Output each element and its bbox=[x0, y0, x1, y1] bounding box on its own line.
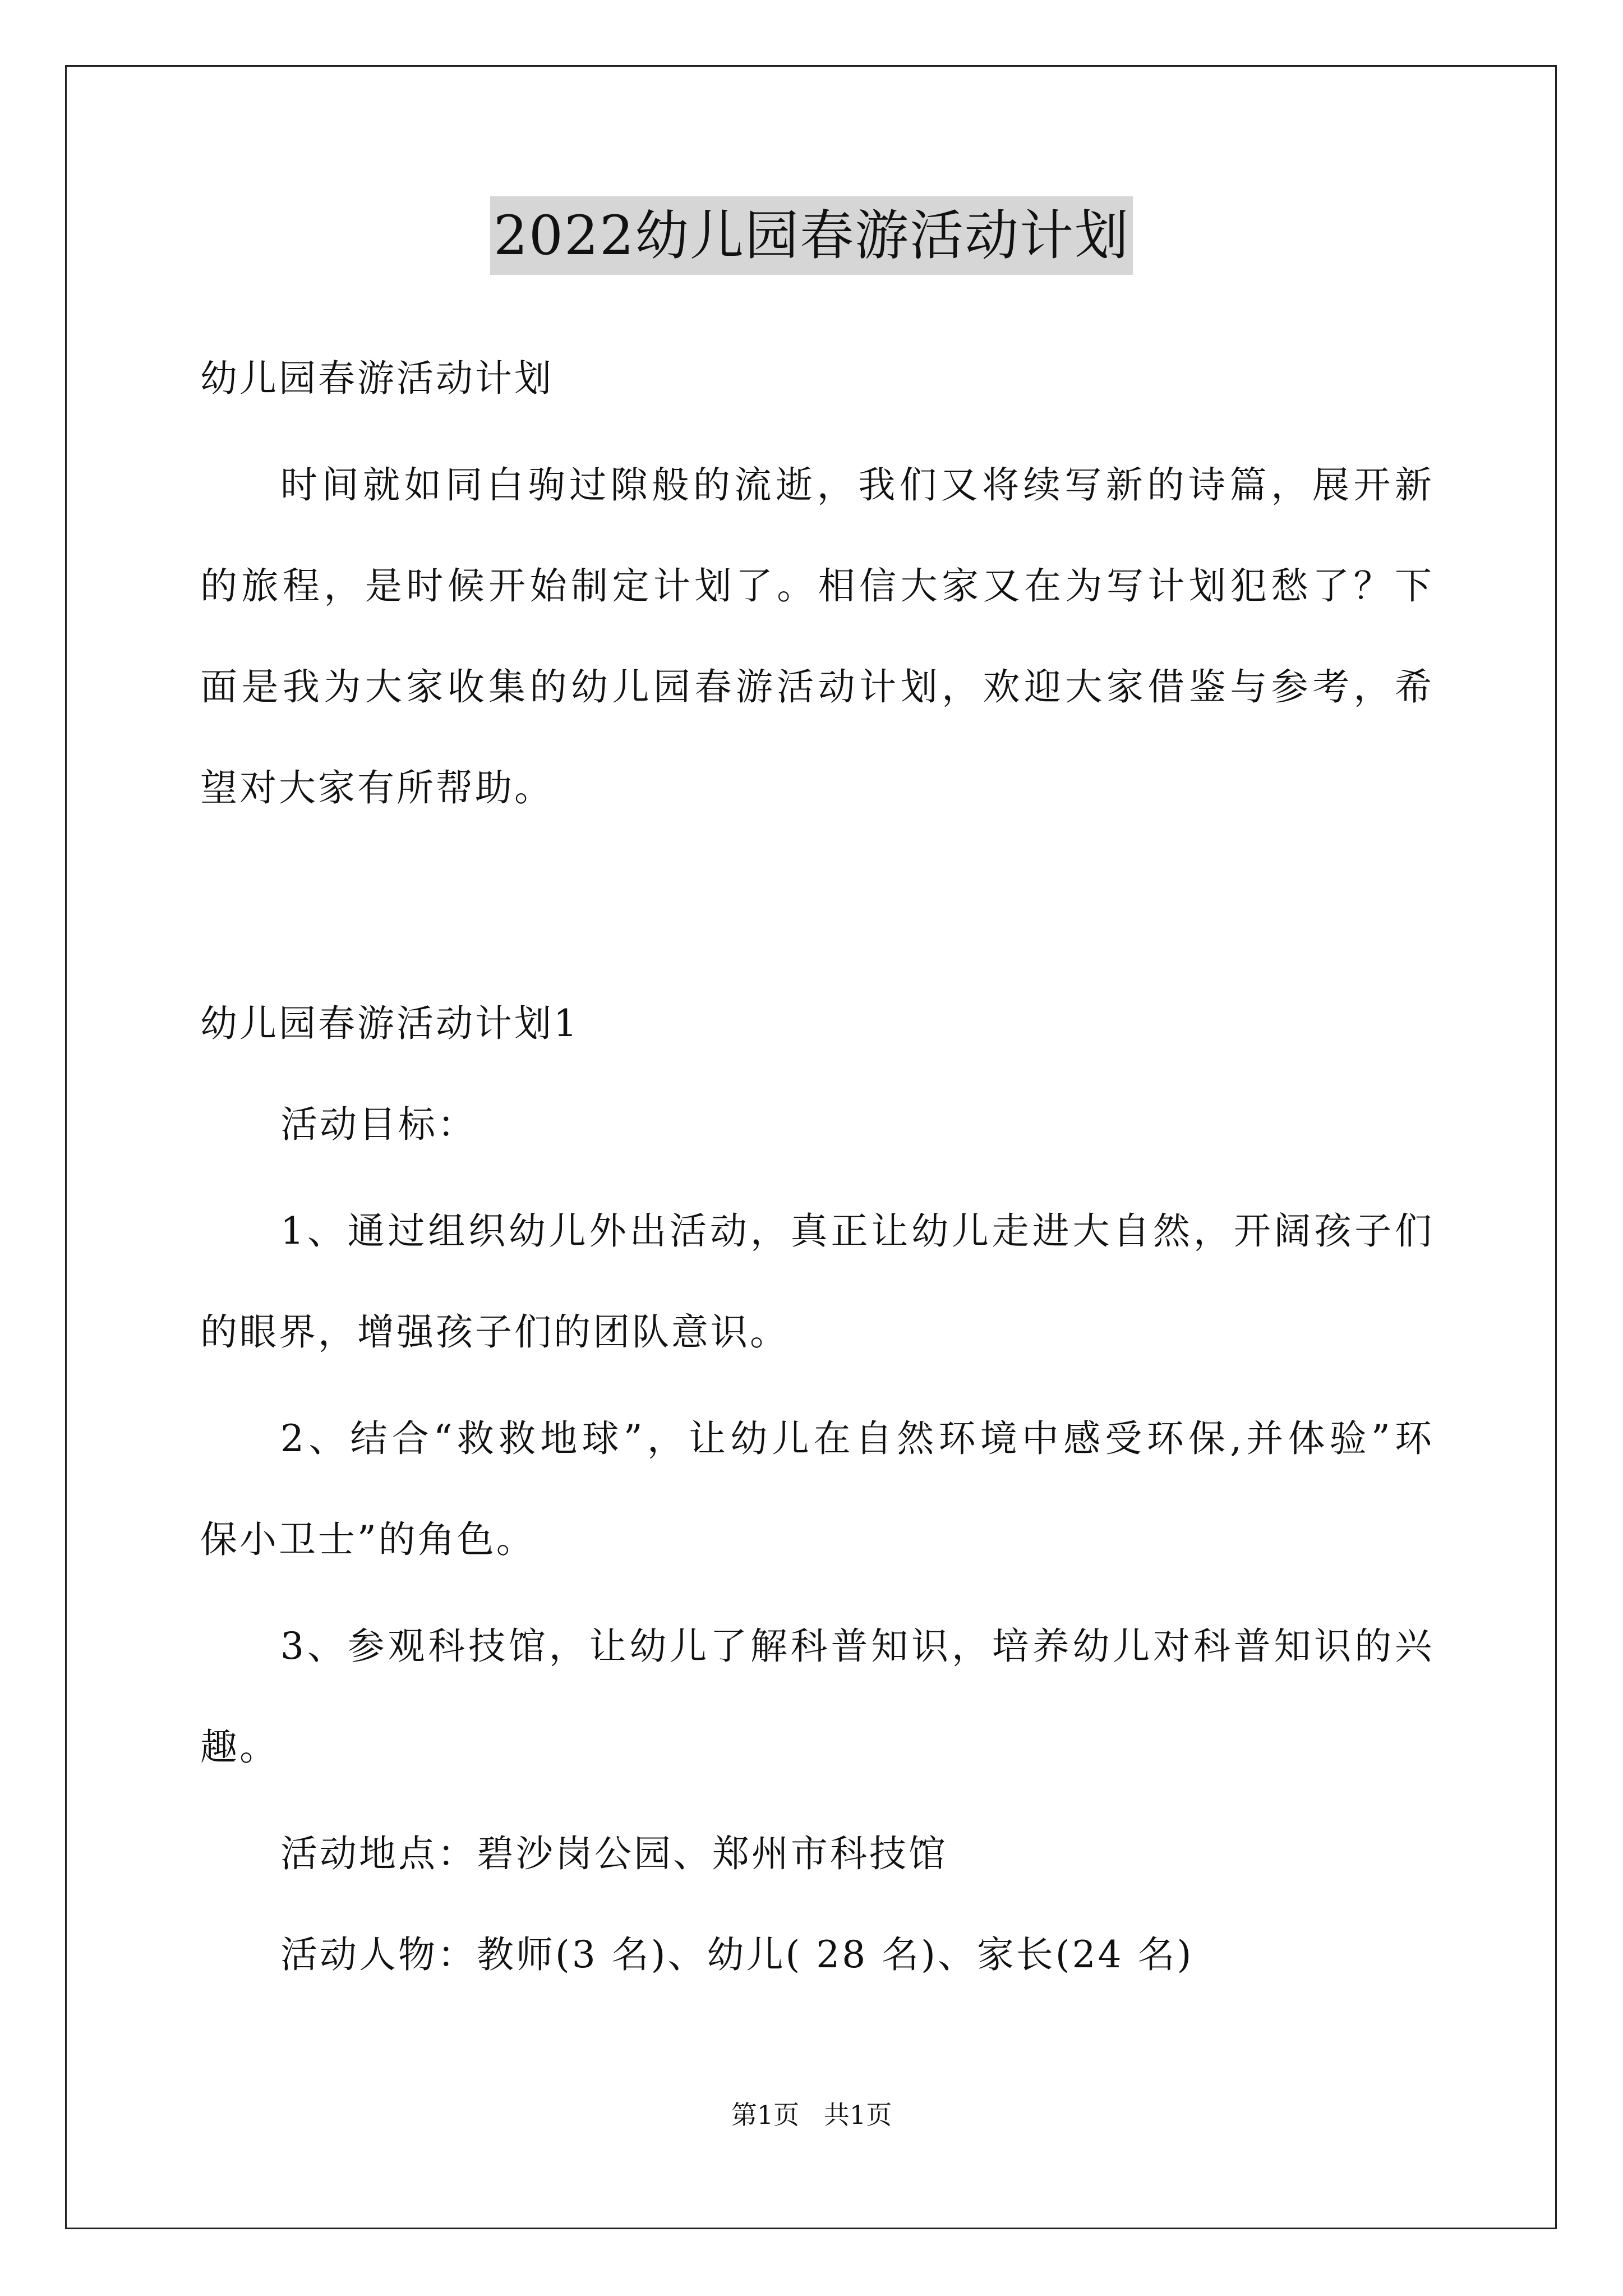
goal-1-line-1: 1、通过组织幼儿外出活动，真正让幼儿走进大自然，开阔孩子们 bbox=[280, 1209, 1434, 1253]
activity-location: 活动地点：碧沙岗公园、郑州市科技馆 bbox=[280, 1832, 948, 1875]
title-container bbox=[0, 196, 1623, 275]
intro-line-3: 面是我为大家收集的幼儿园春游活动计划，欢迎大家借鉴与参考，希 bbox=[200, 665, 1434, 708]
intro-line-4: 望对大家有所帮助。 bbox=[200, 766, 554, 809]
intro-line-1: 时间就如同白驹过隙般的流逝，我们又将续写新的诗篇，展开新 bbox=[280, 463, 1434, 507]
goal-3-line-1: 3、参观科技馆，让幼儿了解科普知识，培养幼儿对科普知识的兴 bbox=[280, 1625, 1434, 1668]
page-number-footer: 第1页 共1页 bbox=[731, 2100, 892, 2130]
document-title: 2022幼儿园春游活动计划 bbox=[490, 196, 1133, 275]
goal-1-line-2: 的眼界，增强孩子们的团队意识。 bbox=[200, 1310, 789, 1354]
goal-2-line-1: 2、结合“救救地球”，让幼儿在自然环境中感受环保,并体验”环 bbox=[280, 1417, 1434, 1460]
intro-line-2: 的旅程，是时候开始制定计划了。相信大家又在为写计划犯愁了？下 bbox=[200, 564, 1434, 608]
document-subtitle: 幼儿园春游活动计划 bbox=[200, 357, 554, 400]
goal-2-line-2: 保小卫士”的角色。 bbox=[200, 1518, 536, 1561]
goal-3-line-2: 趣。 bbox=[200, 1726, 279, 1769]
goals-label: 活动目标： bbox=[280, 1103, 477, 1146]
section-heading: 幼儿园春游活动计划1 bbox=[200, 1002, 579, 1045]
activity-people: 活动人物：教师(3 名)、幼儿( 28 名)、家长(24 名) bbox=[280, 1933, 1194, 1976]
